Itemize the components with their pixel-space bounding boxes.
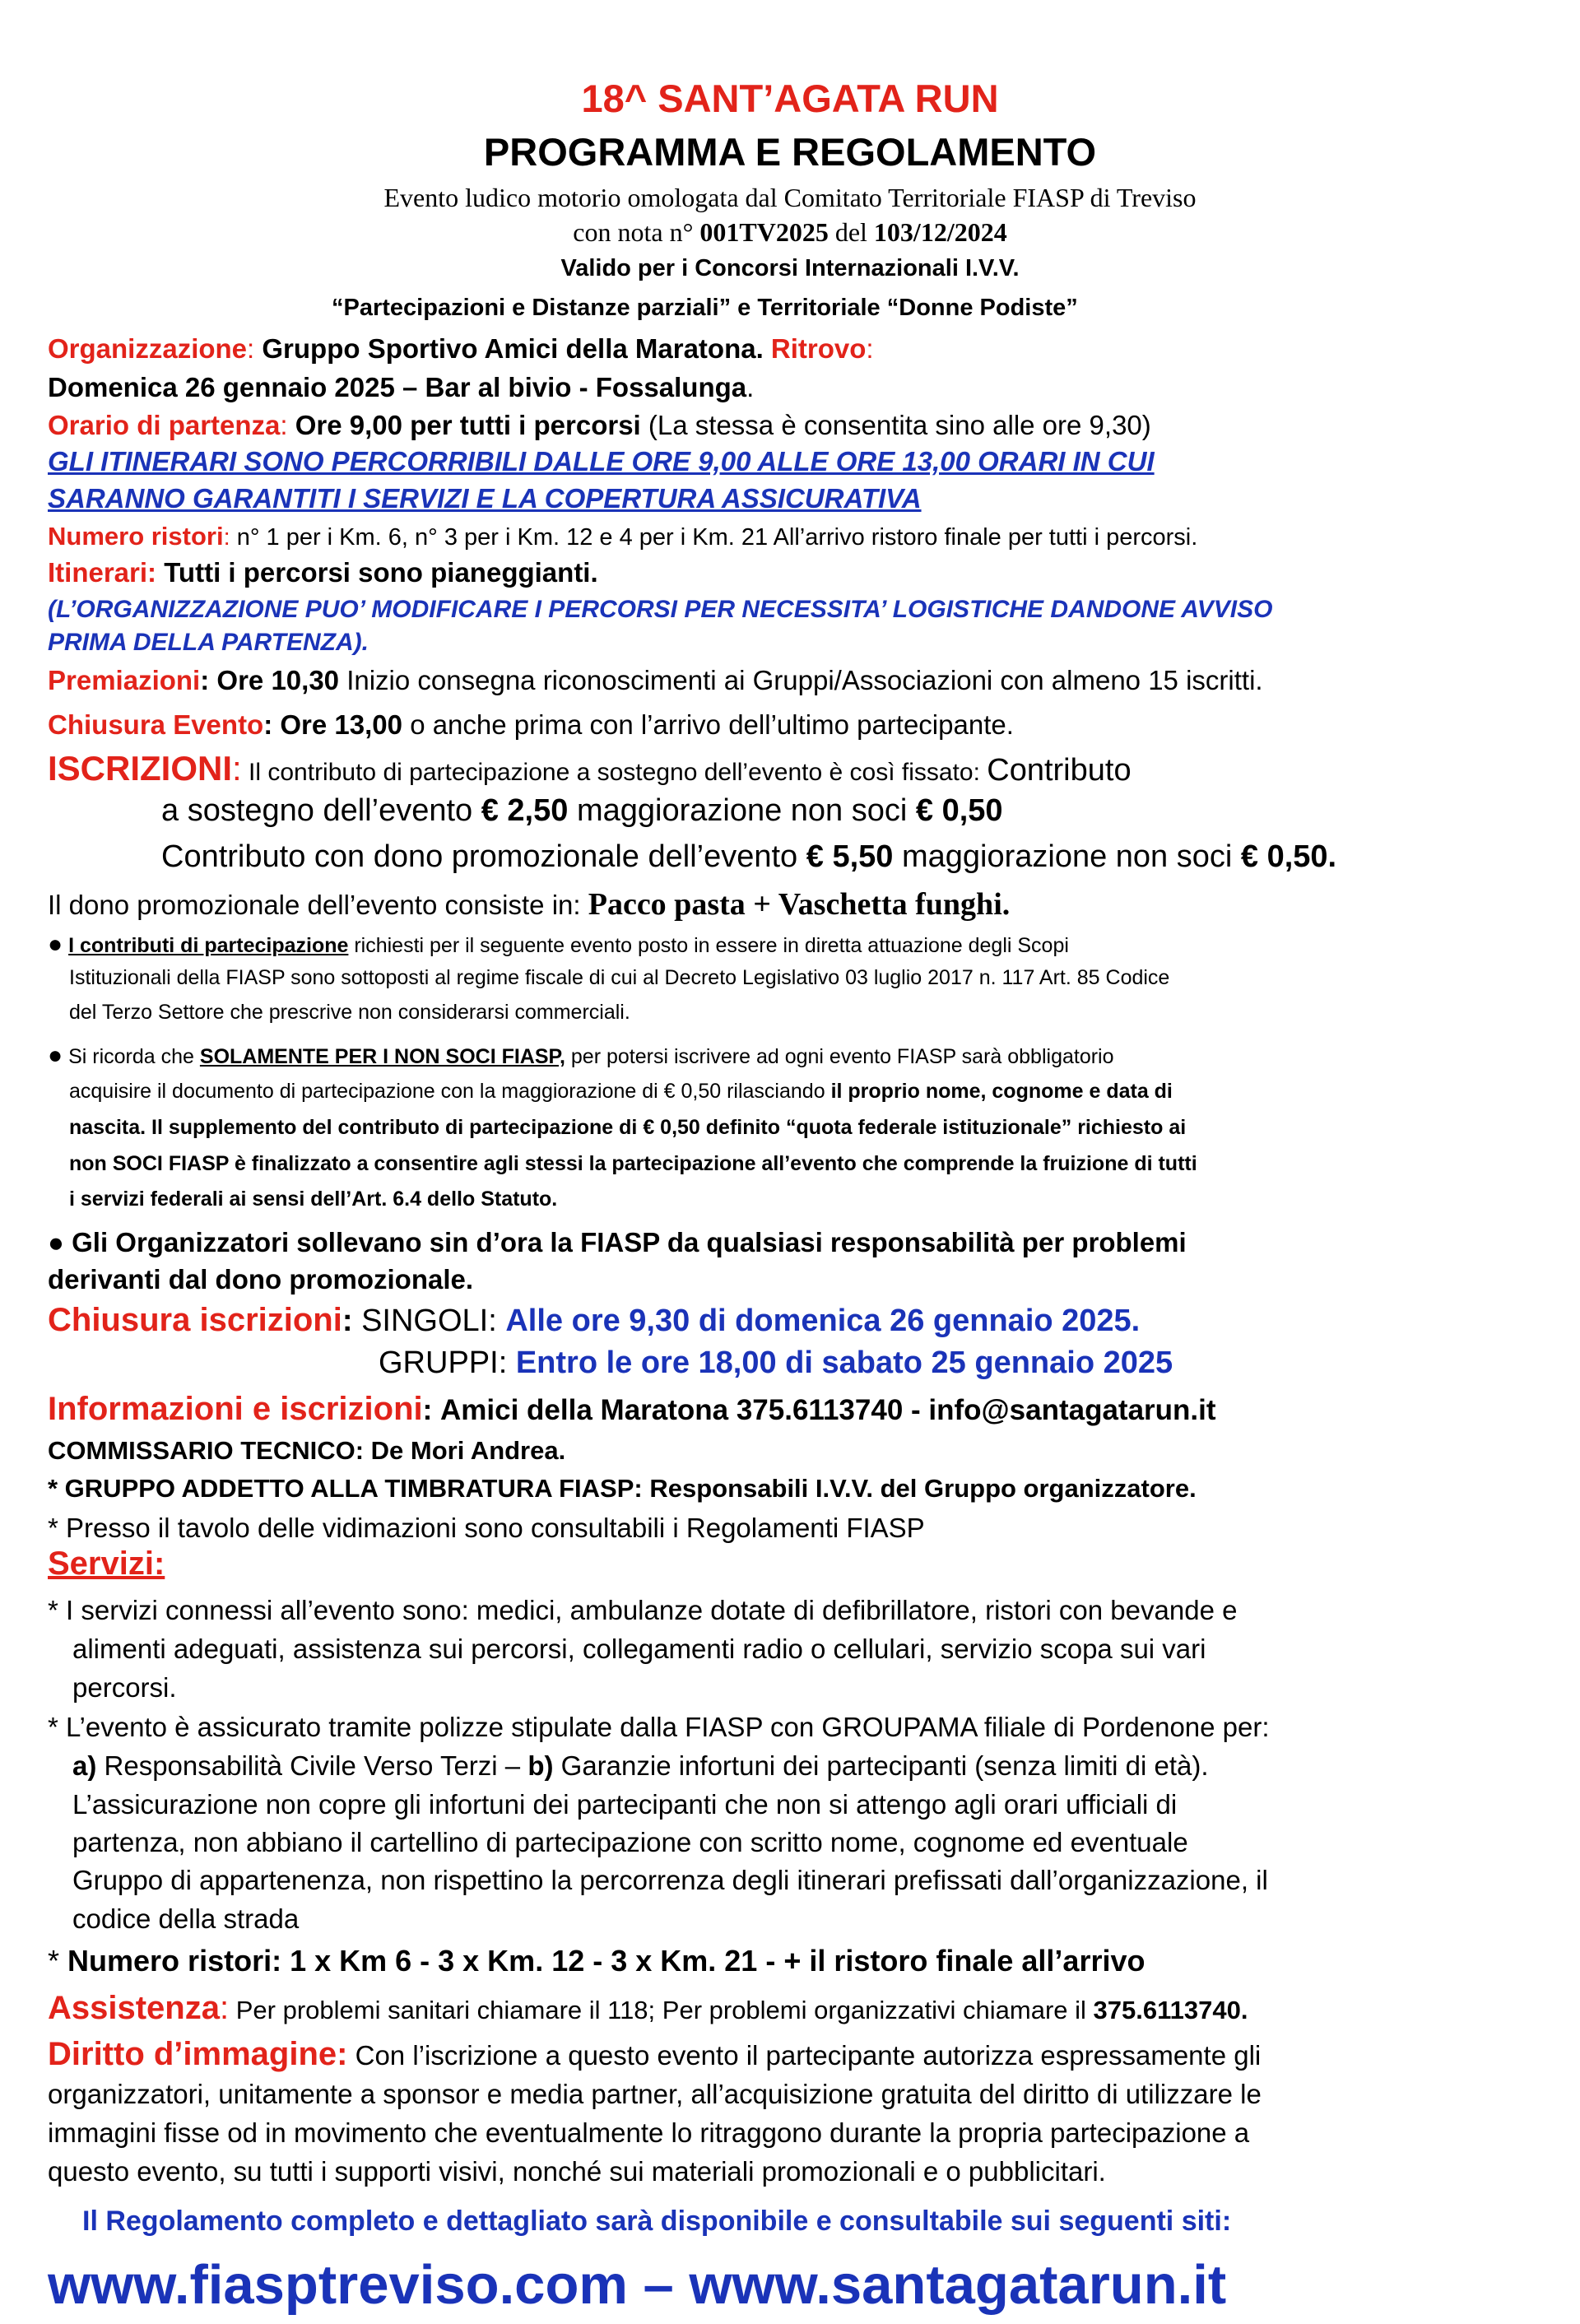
iscrizioni-intro: Il contributo di partecipazione a sostegno dell’evento è così fissato: (249, 759, 980, 786)
chiusura-iscrizioni-label: Chiusura iscrizioni (48, 1302, 342, 1338)
contributi-note-title: I contributi di partecipazione (68, 934, 349, 957)
chiusura-iscrizioni-row: Chiusura iscrizioni: SINGOLI: Alle ore 9,30 di domenica 26 gennaio 2025. (48, 1302, 1141, 1338)
servizi-item1-line2: alimenti adeguati, assistenza sui percorsi, collegamenti radio o cellulari, servizio scopa sui vari (72, 1634, 1206, 1664)
commissario-line: COMMISSARIO TECNICO: De Mori Andrea. (48, 1436, 566, 1465)
nota-line (0, 217, 1580, 248)
ritrovo-label: Ritrovo (770, 333, 867, 364)
gruppi-row (379, 1346, 1173, 1381)
ritrovo-value: Domenica 26 gennaio 2025 – Bar al bivio - Fossalunga (48, 372, 747, 402)
organizzazione-row: Organizzazione: Gruppo Sportivo Amici della Maratona. Ritrovo: (48, 333, 874, 364)
premiazioni-label: Premiazioni (48, 665, 201, 695)
tavolo-line: * Presso il tavolo delle vidimazioni sono consultabili i Regolamenti FIASP (48, 1513, 925, 1543)
contributo-row-1-text: a sostegno dell’evento (161, 793, 473, 828)
servizi-item2-line3: L’assicurazione non copre gli infortuni dei partecipanti che non si attengo agli orari ufficiali di (72, 1789, 1178, 1820)
diritto-line2: organizzatori, unitamente a sponsor e media partner, all’acquisizione gratuita del diritto di utilizzare le (48, 2079, 1262, 2109)
itinerari-note-line1: (L’ORGANIZZAZIONE PUO’ MODIFICARE I PERCORSI PER NECESSITA’ LOGISTICHE DANDONE AVVISO (48, 596, 1273, 623)
organizzazione-label: Organizzazione (48, 333, 248, 364)
chiusura-evento-text: o anche prima con l’arrivo dell’ultimo partecipante. (410, 709, 1014, 740)
regolamento-line: Il Regolamento completo e dettagliato sarà disponibile e consultabile sui seguenti siti: (82, 2205, 1232, 2237)
contributo-row-1-mid: maggiorazione non soci (576, 793, 908, 828)
gruppi-label: GRUPPI: (379, 1346, 508, 1380)
chiusura-evento-label: Chiusura Evento (48, 709, 264, 740)
ristori-label: Numero ristori (48, 522, 224, 551)
responsabilita-line1: ● Gli Organizzatori sollevano sin d’ora la FIASP da qualsiasi responsabilità per problemi (48, 1227, 1187, 1257)
iscrizioni-label: ISCRIZIONI (48, 749, 233, 788)
soci-note-line1: ● Si ricorda che SOLAMENTE PER I NON SOCI FIASP, per potersi iscrivere ad ogni evento FIASP sarà obbligatorio (48, 1042, 1114, 1069)
omologazione-line: Evento ludico motorio omologata dal Comitato Territoriale FIASP di Treviso (383, 183, 1197, 212)
dono-row (48, 886, 1010, 923)
responsabilita-line2: derivanti dal dono promozionale. (48, 1264, 474, 1294)
contributo-row-2-mid: maggiorazione non soci (901, 839, 1233, 874)
chiusura-evento-row: Chiusura Evento: Ore 13,00 o anche prima con l’arrivo dell’ultimo partecipante. (48, 709, 1014, 740)
contributo-row-2-extra: € 0,50. (1240, 839, 1337, 874)
ristori-value: n° 1 per i Km. 6, n° 3 per i Km. 12 e 4 per i Km. 21 All’arrivo ristoro finale per tutti i percorsi. (236, 524, 1198, 551)
informazioni-label: Informazioni e iscrizioni (48, 1391, 423, 1427)
bullet-icon: ● (48, 1042, 63, 1069)
assistenza-label: Assistenza (48, 1990, 220, 2026)
itinerari-value: Tutti i percorsi sono pianeggianti. (164, 557, 598, 588)
diritto-label: Diritto d’immagine: (48, 2036, 348, 2072)
premiazioni-value: Ore 10,30 (216, 665, 340, 695)
informazioni-row: Informazioni e iscrizioni: Amici della Maratona 375.6113740 - info@santagatarun.it (48, 1391, 1216, 1427)
diritto-line3: immagini fisse od in movimento che eventualmente lo ritraggono durante la propria partecipazione a (48, 2117, 1250, 2148)
servizi-item2-line5: Gruppo di appartenenza, non rispettino la percorrenza degli itinerari prefissati dall’organizzazione, il (72, 1865, 1268, 1895)
diritto-line4: questo evento, su tutti i supporti visivi, nonché sui materiali promozionali e o pubblicitari. (48, 2156, 1106, 2187)
soci-note-line4: non SOCI FIASP è finalizzato a consentire agli stessi la partecipazione all’evento che comprende la fruizione di tutti (69, 1152, 1197, 1175)
contributi-note-line2: Istituzionali della FIASP sono sottoposti al regime fiscale di cui al Decreto Legislativo 03 luglio 2017 n. 117 Art. 85 Codice (69, 966, 1170, 989)
dono-value: Pacco pasta + Vaschetta funghi. (588, 887, 1011, 922)
organizzazione-value: Gruppo Sportivo Amici della Maratona. (262, 333, 764, 364)
assistenza-row: Assistenza: Per problemi sanitari chiamare il 118; Per problemi organizzativi chiamare il 375.6113740. (48, 1990, 1248, 2026)
contributo-row-2-text: Contributo con dono promozionale dell’evento (161, 839, 798, 874)
contributo-row-1-price: € 2,50 (481, 793, 569, 828)
contributi-note-line1: ● I contributi di partecipazione richiesti per il seguente evento posto in essere in diretta attuazione degli Scopi (48, 931, 1069, 958)
assistenza-text: Per problemi sanitari chiamare il 118; Per problemi organizzativi chiamare il (235, 1996, 1086, 2024)
servizi-label: Servizi: (48, 1545, 165, 1582)
servizi-item2-line1: * L’evento è assicurato tramite polizze stipulate dalla FIASP con GROUPAMA filiale di Pordenone per: (48, 1712, 1270, 1742)
servizi-item2-line4: partenza, non abbiano il cartellino di partecipazione con scritto nome, cognome ed eventuale (72, 1827, 1188, 1857)
servizi-item2-line2: a) Responsabilità Civile Verso Terzi – b) Garanzie infortuni dei partecipanti (senza limiti di età). (72, 1750, 1209, 1781)
orario-note: (La stessa è consentita sino alle ore 9,30) (648, 410, 1151, 440)
contributo-row-1-extra: € 0,50 (915, 793, 1003, 828)
orario-row: Orario di partenza: Ore 9,00 per tutti i percorsi (La stessa è consentita sino alle ore 9,30) (48, 410, 1151, 440)
ritrovo-row: Domenica 26 gennaio 2025 – Bar al bivio - Fossalunga. (48, 372, 755, 402)
premiazioni-row: Premiazioni: Ore 10,30 Inizio consegna riconoscimenti ai Gruppi/Associazioni con almeno 15 iscritti. (48, 665, 1263, 695)
contributo-row-2-price: € 5,50 (806, 839, 894, 874)
document-subtitle: PROGRAMMA E REGOLAMENTO (483, 130, 1097, 174)
iscrizioni-row: ISCRIZIONI: Il contributo di partecipazione a sostegno dell’evento è così fissato: Contributo (48, 749, 1132, 788)
singoli-label: SINGOLI: (361, 1304, 497, 1338)
itinerari-row (48, 557, 598, 588)
itinerari-orari-line1: GLI ITINERARI SONO PERCORRIBILI DALLE ORE 9,00 ALLE ORE 13,00 ORARI IN CUI (48, 446, 1155, 476)
diritto-row: Diritto d’immagine: Con l’iscrizione a questo evento il partecipante autorizza espressamente gli (48, 2036, 1262, 2072)
orario-label: Orario di partenza (48, 410, 281, 440)
ristori-summary-row: * Numero ristori: 1 x Km 6 - 3 x Km. 12 - 3 x Km. 21 - + il ristoro finale all’arrivo (48, 1944, 1146, 1978)
contributo-row-1 (161, 793, 1003, 829)
websites-link[interactable]: www.fiasptreviso.com – www.santagatarun.it (48, 2254, 1227, 2316)
soci-note-line5: i servizi federali ai sensi dell’Art. 6.4 dello Statuto. (69, 1188, 558, 1211)
soci-note-highlight: SOLAMENTE PER I NON SOCI FIASP, (199, 1045, 565, 1068)
soci-note-line3: nascita. Il supplemento del contributo di partecipazione di € 0,50 definito “quota federale istituzionale” richiesto ai (69, 1116, 1187, 1139)
orario-value: Ore 9,00 per tutti i percorsi (295, 410, 641, 440)
dono-text: Il dono promozionale dell’evento consiste in: (48, 890, 581, 920)
premiazioni-text: Inizio consegna riconoscimenti ai Gruppi/Associazioni con almeno 15 iscritti. (346, 665, 1263, 695)
gruppo-timbratura-line: * GRUPPO ADDETTO ALLA TIMBRATURA FIASP: Responsabili I.V.V. del Gruppo organizzatore. (48, 1474, 1197, 1503)
servizi-item2-line6: codice della strada (72, 1903, 300, 1934)
contributo-row-2 (161, 839, 1336, 875)
nota-number: 001TV2025 (699, 217, 829, 247)
singoli-value: Alle ore 9,30 di domenica 26 gennaio 2025. (505, 1304, 1141, 1338)
iscrizioni-contributo: Contributo (987, 753, 1132, 788)
itinerari-orari-line2: SARANNO GARANTITI I SERVIZI E LA COPERTURA ASSICURATIVA (48, 483, 922, 514)
nota-date: 103/12/2024 (873, 217, 1007, 247)
itinerari-label: Itinerari: (48, 557, 157, 588)
gruppi-value: Entro le ore 18,00 di sabato 25 gennaio 2025 (515, 1346, 1173, 1380)
ristori-summary: Numero ristori: 1 x Km 6 - 3 x Km. 12 - 3 x Km. 21 - + il ristoro finale all’arrivo (67, 1944, 1146, 1978)
itinerari-note-line2: PRIMA DELLA PARTENZA). (48, 629, 369, 656)
nota-prefix: con nota n° (573, 217, 694, 247)
ivv-line: Valido per i Concorsi Internazionali I.V.V. (560, 255, 1020, 281)
event-title: 18^ SANT’AGATA RUN (581, 77, 999, 120)
soci-note-line2: acquisire il documento di partecipazione con la maggiorazione di € 0,50 rilasciando il proprio nome, cognome e data di (69, 1080, 1173, 1103)
chiusura-evento-value: Ore 13,00 (280, 709, 403, 740)
partecipazioni-line: “Partecipazioni e Distanze parziali” e Territoriale “Donne Podiste” (332, 295, 1078, 321)
informazioni-value: Amici della Maratona 375.6113740 - info@santagatarun.it (440, 1394, 1216, 1426)
ristori-row: Numero ristori: n° 1 per i Km. 6, n° 3 per i Km. 12 e 4 per i Km. 21 All’arrivo ristoro finale per tutti i percorsi. (48, 522, 1198, 551)
servizi-item1-line1: * I servizi connessi all’evento sono: medici, ambulanze dotate di defibrillatore, ristori con bevande e (48, 1595, 1238, 1625)
nota-del: del (834, 217, 867, 247)
bullet-icon: ● (48, 931, 63, 958)
contributi-note-line3: del Terzo Settore che prescrive non considerarsi commerciali. (69, 1001, 630, 1024)
servizi-item1-line3: percorsi. (72, 1672, 177, 1703)
assistenza-phone: 375.6113740. (1093, 1996, 1248, 2024)
